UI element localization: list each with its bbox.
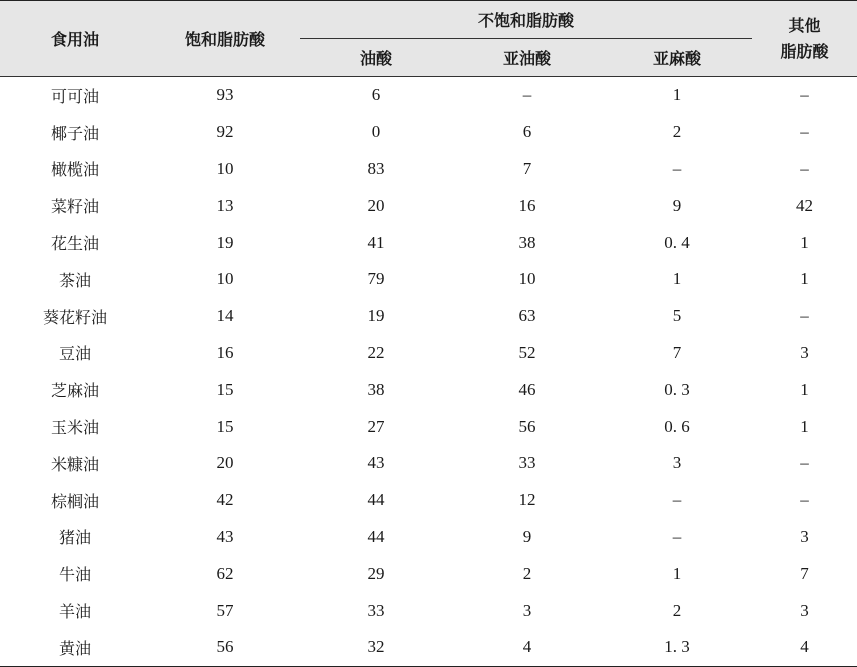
header-linoleic: 亚油酸 [452, 39, 602, 77]
cell-oil-name: 牛油 [58, 565, 91, 585]
cell-other: – [800, 453, 809, 473]
cell-linolenic: 0. 6 [664, 416, 690, 436]
cell-saturated: 13 [216, 195, 234, 215]
cell-oleic: 33 [367, 600, 385, 620]
cell-linoleic: 2 [522, 563, 532, 583]
cell-oleic: 83 [367, 158, 385, 178]
table-row [0, 335, 857, 372]
cell-other: – [800, 158, 809, 178]
table-row [0, 298, 857, 335]
header-other-line2: 脂肪酸 [780, 41, 829, 61]
cell-other: 1 [800, 379, 809, 399]
header-linolenic: 亚麻酸 [602, 39, 752, 77]
cell-oil-name: 黄油 [0, 629, 150, 666]
cell-other: – [800, 306, 809, 326]
cell-linoleic: 7 [522, 158, 532, 178]
table-row [0, 261, 857, 298]
cell-linolenic: 1. 3 [602, 629, 752, 666]
cell-linolenic: 5 [672, 306, 682, 326]
cell-oleic: 38 [367, 379, 385, 399]
cell-linoleic: 3 [522, 600, 532, 620]
cell-saturated: 20 [216, 453, 234, 473]
cell-saturated: 10 [216, 269, 234, 289]
cell-linolenic: 0. 3 [664, 379, 690, 399]
cell-linoleic: 52 [518, 342, 536, 362]
cell-oleic: 6 [371, 85, 381, 105]
cell-other: 42 [796, 195, 814, 215]
table-row [0, 114, 857, 151]
cell-other: 7 [800, 563, 809, 583]
cell-other: – [800, 490, 809, 510]
cell-other: 3 [800, 600, 809, 620]
cell-oleic: 0 [371, 122, 381, 142]
header-other [752, 1, 857, 77]
header-oil: 食用油 [0, 1, 150, 77]
cell-oil-name: 猪油 [58, 528, 91, 548]
cell-oleic: 19 [367, 306, 385, 326]
cell-other: 4 [752, 629, 857, 666]
cell-linolenic: 7 [672, 342, 682, 362]
cell-linolenic: – [672, 526, 682, 546]
cell-oleic: 29 [367, 563, 385, 583]
cell-other: 1 [800, 269, 809, 289]
cell-oil-name: 菜籽油 [50, 197, 99, 217]
cell-saturated: 42 [216, 490, 234, 510]
cell-linolenic: 1 [672, 563, 682, 583]
cell-linolenic: 2 [672, 600, 682, 620]
cell-linolenic: – [672, 158, 682, 178]
cell-saturated: 15 [216, 416, 234, 436]
table-row [0, 151, 857, 188]
cell-linoleic: 56 [518, 416, 536, 436]
cell-oleic: 43 [367, 453, 385, 473]
cell-linoleic: 10 [518, 269, 536, 289]
cell-linoleic: 38 [518, 232, 536, 252]
cell-oil-name: 橄榄油 [50, 160, 99, 180]
cell-oleic: 22 [367, 342, 385, 362]
table-header [0, 1, 857, 77]
cell-linoleic: 4 [452, 629, 602, 666]
cell-linolenic: 1 [672, 85, 682, 105]
cell-linoleic: 12 [518, 490, 536, 510]
cell-oil-name: 豆油 [58, 344, 91, 364]
table-row [0, 77, 857, 114]
header-oleic: 油酸 [300, 39, 452, 77]
table-row [0, 519, 857, 556]
cell-oil-name: 葵花籽油 [42, 307, 107, 327]
cell-linolenic: 9 [672, 195, 682, 215]
table-row [0, 482, 857, 519]
cell-oil-name: 花生油 [50, 234, 99, 254]
cell-linoleic: 63 [518, 306, 536, 326]
header-unsaturated-group: 不饱和脂肪酸 [300, 1, 752, 39]
cell-linoleic: 16 [518, 195, 536, 215]
table-row [0, 629, 857, 666]
table-row [0, 408, 857, 445]
cell-linolenic: 1 [672, 269, 682, 289]
cell-linolenic: 2 [672, 122, 682, 142]
cell-oil-name: 茶油 [58, 270, 91, 290]
cell-other: – [800, 85, 809, 105]
cell-saturated: 62 [216, 563, 234, 583]
cell-other: – [800, 122, 809, 142]
cell-saturated: 19 [216, 232, 234, 252]
cell-other: 1 [800, 416, 809, 436]
cell-saturated: 14 [216, 306, 234, 326]
table-row [0, 555, 857, 592]
cell-oil-name: 芝麻油 [50, 381, 99, 401]
cell-saturated: 16 [216, 342, 234, 362]
cell-other: 3 [800, 342, 809, 362]
cell-saturated: 57 [216, 600, 234, 620]
cell-oil-name: 羊油 [58, 602, 91, 622]
table-row [0, 187, 857, 224]
cell-linoleic: 6 [522, 122, 532, 142]
header-saturated: 饱和脂肪酸 [150, 1, 300, 77]
cell-oil-name: 棕榈油 [50, 491, 99, 511]
table-row [0, 592, 857, 629]
cell-oleic: 32 [300, 629, 452, 666]
cell-saturated: 10 [216, 158, 234, 178]
table-row [0, 224, 857, 261]
cell-oil-name: 可可油 [50, 86, 99, 106]
cell-linoleic: 33 [518, 453, 536, 473]
cell-saturated: 93 [216, 85, 234, 105]
cell-oleic: 20 [367, 195, 385, 215]
cell-linoleic: 46 [518, 379, 536, 399]
cell-oleic: 44 [367, 526, 385, 546]
table-body [0, 77, 857, 667]
cell-oleic: 44 [367, 490, 385, 510]
cell-saturated: 43 [216, 526, 234, 546]
cell-oil-name: 椰子油 [50, 123, 99, 143]
table-row [0, 371, 857, 408]
cell-saturated: 92 [216, 122, 234, 142]
cell-linolenic: 3 [672, 453, 682, 473]
header-other-line1: 其他 [788, 15, 821, 35]
cell-oleic: 79 [367, 269, 385, 289]
cell-saturated: 56 [150, 629, 300, 666]
cell-linolenic: – [672, 490, 682, 510]
cell-other: 1 [800, 232, 809, 252]
cell-oleic: 27 [367, 416, 385, 436]
cell-linoleic: 9 [522, 526, 532, 546]
cell-oil-name: 米糠油 [50, 454, 99, 474]
table-row [0, 445, 857, 482]
cell-saturated: 15 [216, 379, 234, 399]
cell-oleic: 41 [367, 232, 385, 252]
cell-linolenic: 0. 4 [664, 232, 690, 252]
cell-other: 3 [800, 526, 809, 546]
cell-linoleic: – [522, 85, 532, 105]
cell-oil-name: 玉米油 [50, 418, 99, 438]
